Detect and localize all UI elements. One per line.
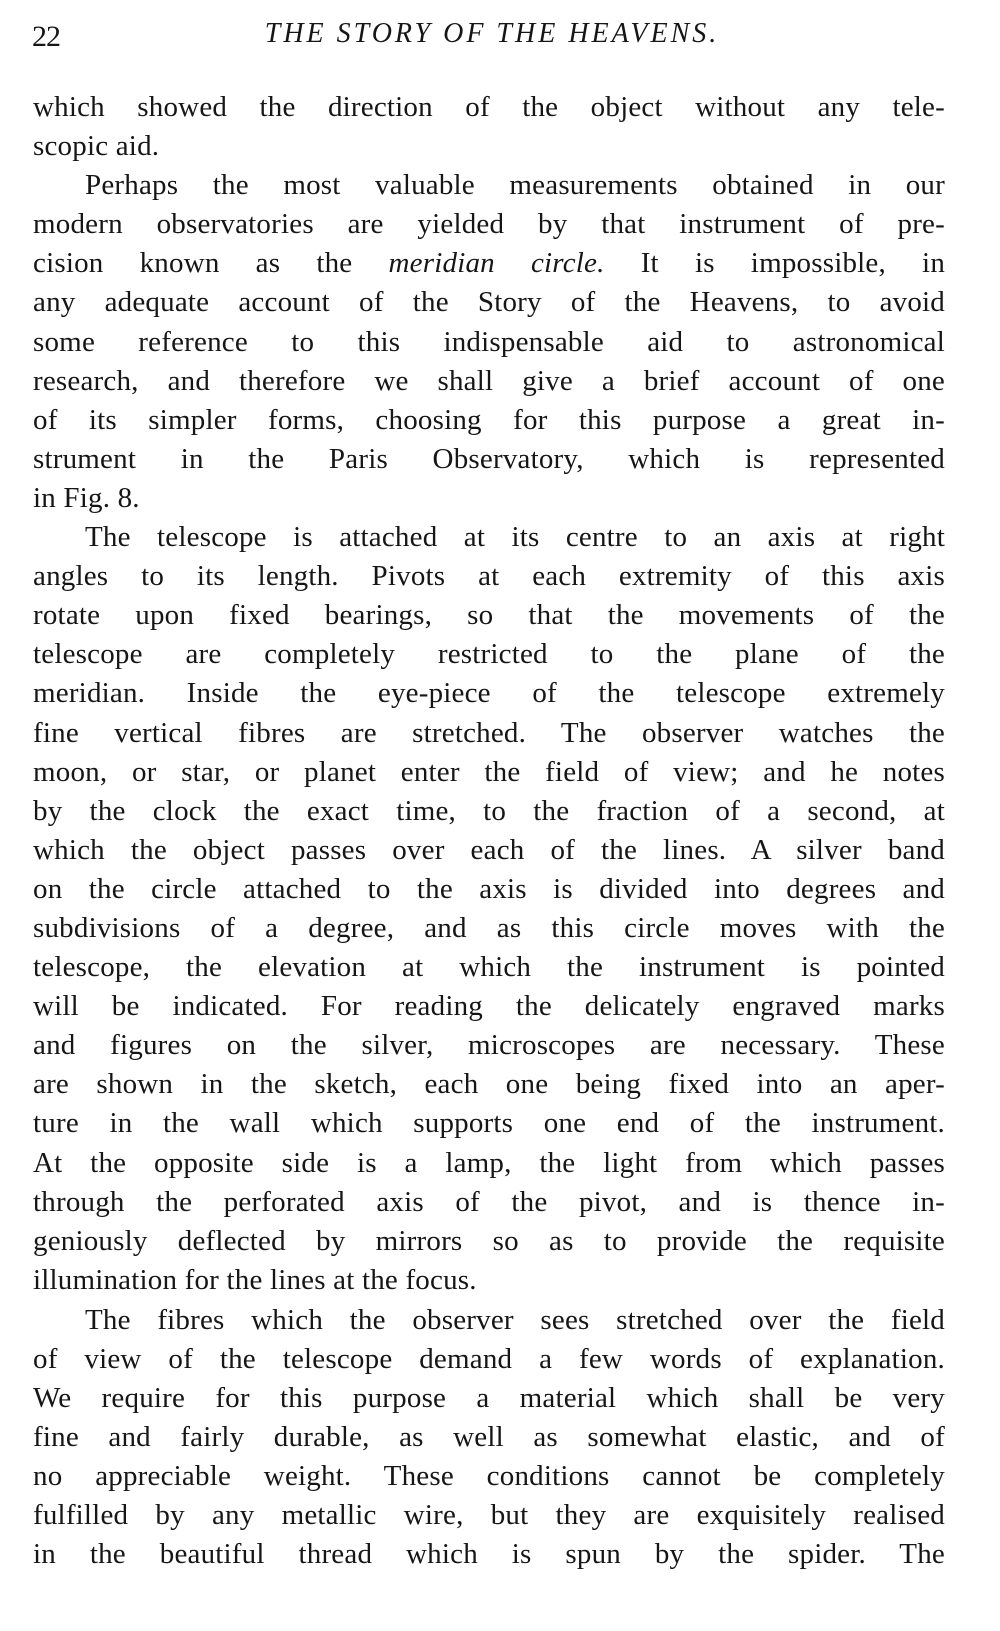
page-header [32,18,952,58]
text-line: telescope, the elevation at which the instrument is pointed [33,951,945,984]
text-fragment: It is impossible, in [640,247,946,280]
text-line: in Fig. 8. [33,481,140,514]
text-line: some reference to this indispensable aid to astronomical [33,325,945,358]
text-line: and figures on the silver, microscopes are necessary. These [33,1029,945,1062]
text-line: through the perforated axis of the pivot, and is thence in- [33,1185,945,1218]
text-line: will be indicated. For reading the delicately engraved marks [33,990,945,1023]
text-line: which showed the direction of the object without any tele- [33,91,945,123]
text-line: moon, or star, or planet enter the field of view; and he notes [33,755,945,788]
body-text [33,88,945,1575]
text-line: angles to its length. Pivots at each extremity of this axis [33,560,945,593]
text-line: any adequate account of the Story of the Heavens, to avoid [33,286,945,319]
text-line: which the object passes over each of the lines. A silver band [33,833,945,866]
text-line: ture in the wall which supports one end of the instrument. [33,1107,945,1140]
running-title: THE STORY OF THE HEAVENS. [264,18,720,49]
text-line: strument in the Paris Observatory, which is represented [33,442,945,475]
text-line: no appreciable weight. These conditions cannot be completely [33,1460,945,1493]
text-line: The telescope is attached at its centre to an axis at right [85,521,945,554]
text-line: of view of the telescope demand a few words of explanation. [33,1343,945,1375]
text-line: telescope are completely restricted to the plane of the [33,638,945,671]
text-line: fulfilled by any metallic wire, but they are exquisitely realised [33,1499,945,1532]
text-line: in the beautiful thread which is spun by the spider. The [33,1538,945,1571]
text-line: The fibres which the observer sees stretched over the field [85,1303,945,1336]
text-line: are shown in the sketch, each one being fixed into an aper- [33,1068,945,1101]
italic-term: meridian circle. [388,247,605,280]
text-line-with-italic [33,244,945,283]
text-line: meridian. Inside the eye-piece of the telescope extremely [33,677,945,710]
text-fragment: cision known as the [33,247,353,280]
text-line: fine and fairly durable, as well as somewhat elastic, and of [33,1421,945,1454]
text-line: subdivisions of a degree, and as this circle moves with the [33,911,945,944]
text-line: We require for this purpose a material which shall be very [33,1382,945,1415]
text-line: At the opposite side is a lamp, the light from which passes [33,1146,945,1179]
text-line: fine vertical fibres are stretched. The observer watches the [33,716,945,749]
text-line: of its simpler forms, choosing for this purpose a great in- [33,403,945,436]
text-line: rotate upon fixed bearings, so that the movements of the [33,599,945,632]
text-line: scopic aid. [33,130,160,163]
text-line: geniously deflected by mirrors so as to provide the requisite [33,1224,945,1257]
text-line: by the clock the exact time, to the fraction of a second, at [33,794,945,827]
text-line: modern observatories are yielded by that instrument of pre- [33,208,945,241]
text-line: on the circle attached to the axis is divided into degrees and [33,872,945,905]
text-line: illumination for the lines at the focus. [33,1263,477,1296]
text-line: research, and therefore we shall give a brief account of one [33,364,945,397]
text-line: Perhaps the most valuable measurements obtained in our [85,169,945,202]
page-number: 22 [32,20,60,53]
